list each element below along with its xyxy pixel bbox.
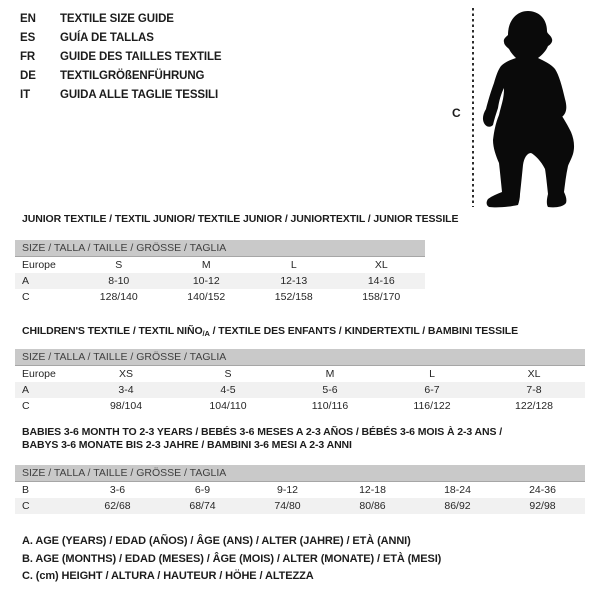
footnote-age-years: A. AGE (YEARS) / EDAD (AÑOS) / ÂGE (ANS) / ALTER (JAHRE) / ETÀ (ANNI) bbox=[22, 535, 411, 547]
size-header-bar: SIZE / TALLA / TAILLE / GRÖSSE / TAGLIA bbox=[15, 465, 585, 482]
table-cell: 12-18 bbox=[359, 484, 386, 496]
footnote-age-months: B. AGE (MONTHS) / EDAD (MESES) / ÂGE (MOIS) / ALTER (MONATE) / ETÀ (MESI) bbox=[22, 552, 442, 565]
table-cell: M bbox=[201, 259, 211, 271]
language-row-fr bbox=[20, 47, 222, 66]
size-header-bar: SIZE / TALLA / TAILLE / GRÖSSE / TAGLIA bbox=[15, 240, 425, 257]
language-row-en bbox=[20, 9, 222, 28]
language-title: GUIDA ALLE TAGLIE TESSILI bbox=[60, 88, 219, 101]
language-title: TEXTILGRÖßENFÜHRUNG bbox=[60, 69, 205, 82]
row-label: B bbox=[22, 484, 30, 496]
table-cell: 158/170 bbox=[362, 291, 401, 303]
table-cell: 110/116 bbox=[311, 400, 349, 412]
table-cell: XL bbox=[374, 259, 388, 271]
table-row-height bbox=[15, 498, 585, 514]
table-cell: 68/74 bbox=[189, 500, 216, 512]
title-subscript: /A bbox=[202, 329, 210, 338]
table-cell: 122/128 bbox=[515, 400, 553, 412]
height-marker-label: C bbox=[452, 106, 461, 120]
babies-table bbox=[15, 426, 585, 514]
title-text: / TEXTILE DES ENFANTS / KINDERTEXTIL / BAMBINI TESSILE bbox=[209, 325, 519, 337]
table-cell: M bbox=[325, 368, 335, 380]
table-cell: 4-5 bbox=[220, 384, 236, 396]
language-row-de bbox=[20, 66, 222, 85]
language-code: ES bbox=[20, 31, 36, 44]
title-text: CHILDREN'S TEXTILE / TEXTIL NIÑO bbox=[22, 325, 203, 337]
table-cell: 86/92 bbox=[444, 500, 471, 512]
junior-table-title: JUNIOR TEXTILE / TEXTIL JUNIOR/ TEXTILE JUNIOR / JUNIORTEXTIL / JUNIOR TESSILE bbox=[22, 213, 459, 225]
table-cell: 74/80 bbox=[274, 500, 301, 512]
language-title: GUÍA DE TALLAS bbox=[60, 31, 154, 44]
language-title-list bbox=[20, 9, 222, 104]
language-title: GUIDE DES TAILLES TEXTILE bbox=[60, 50, 222, 63]
table-cell: 12-13 bbox=[280, 275, 308, 287]
table-row-europe bbox=[15, 366, 585, 382]
baby-silhouette-icon bbox=[478, 4, 578, 214]
table-cell: 7-8 bbox=[526, 384, 542, 396]
language-row-es bbox=[20, 28, 222, 47]
table-cell: 80/86 bbox=[359, 500, 386, 512]
table-cell: 6-9 bbox=[194, 484, 211, 496]
table-cell: XL bbox=[527, 368, 541, 380]
title-line-2: BABYS 3-6 MONATE BIS 2-3 JAHRE / BAMBINI 3-6 MESI A 2-3 ANNI bbox=[22, 439, 352, 451]
table-cell: 62/68 bbox=[104, 500, 131, 512]
table-row-height bbox=[15, 289, 425, 305]
table-cell: 98/104 bbox=[109, 400, 143, 412]
table-cell: S bbox=[224, 368, 232, 380]
row-label: Europe bbox=[22, 368, 56, 380]
table-cell: 14-16 bbox=[367, 275, 395, 287]
size-header-bar: SIZE / TALLA / TAILLE / GRÖSSE / TAGLIA bbox=[15, 349, 585, 366]
table-row-age-months bbox=[15, 482, 585, 498]
table-cell: 140/152 bbox=[187, 291, 226, 303]
table-cell: 9-12 bbox=[276, 484, 298, 496]
language-code: FR bbox=[20, 50, 36, 63]
table-row-height bbox=[15, 398, 585, 414]
table-row-europe bbox=[15, 257, 425, 273]
height-dashed-line bbox=[472, 8, 474, 207]
table-cell: 3-4 bbox=[118, 384, 134, 396]
table-row-age-years bbox=[15, 273, 425, 289]
footnote-height: C. (cm) HEIGHT / ALTURA / HAUTEUR / HÖHE / ALTEZZA bbox=[22, 570, 314, 582]
table-cell: L bbox=[290, 259, 297, 271]
table-row-age-years bbox=[15, 382, 585, 398]
row-label: C bbox=[22, 500, 30, 512]
table-cell: 24-36 bbox=[529, 484, 556, 496]
table-cell: 3-6 bbox=[109, 484, 126, 496]
title-line-1: BABIES 3-6 MONTH TO 2-3 YEARS / BEBÉS 3-6 MESES A 2-3 AÑOS / BÉBÉS 3-6 MOIS À 2-3 ANS / bbox=[22, 426, 503, 438]
table-cell: 8-10 bbox=[108, 275, 130, 287]
table-cell: 5-6 bbox=[322, 384, 338, 396]
row-label: C bbox=[22, 291, 30, 303]
table-cell: 152/158 bbox=[274, 291, 313, 303]
table-cell: L bbox=[429, 368, 435, 380]
table-cell: XS bbox=[118, 368, 133, 380]
children-table-title bbox=[22, 325, 585, 340]
language-code: DE bbox=[20, 69, 36, 82]
table-cell: 104/110 bbox=[209, 400, 247, 412]
table-cell: 6-7 bbox=[424, 384, 440, 396]
table-cell: S bbox=[115, 259, 123, 271]
table-cell: 18-24 bbox=[444, 484, 471, 496]
row-label: A bbox=[22, 384, 30, 396]
junior-table bbox=[15, 213, 459, 305]
row-label: A bbox=[22, 275, 30, 287]
table-cell: 128/140 bbox=[99, 291, 138, 303]
children-table bbox=[15, 325, 585, 414]
table-cell: 10-12 bbox=[192, 275, 220, 287]
table-cell: 92/98 bbox=[529, 500, 556, 512]
babies-table-title bbox=[22, 426, 585, 452]
language-row-it bbox=[20, 85, 222, 104]
language-code: EN bbox=[20, 12, 36, 25]
row-label: C bbox=[22, 400, 30, 412]
footnotes bbox=[22, 533, 441, 586]
language-title: TEXTILE SIZE GUIDE bbox=[60, 12, 174, 25]
language-code: IT bbox=[20, 88, 31, 101]
row-label: Europe bbox=[22, 259, 56, 271]
table-cell: 116/122 bbox=[413, 400, 451, 412]
